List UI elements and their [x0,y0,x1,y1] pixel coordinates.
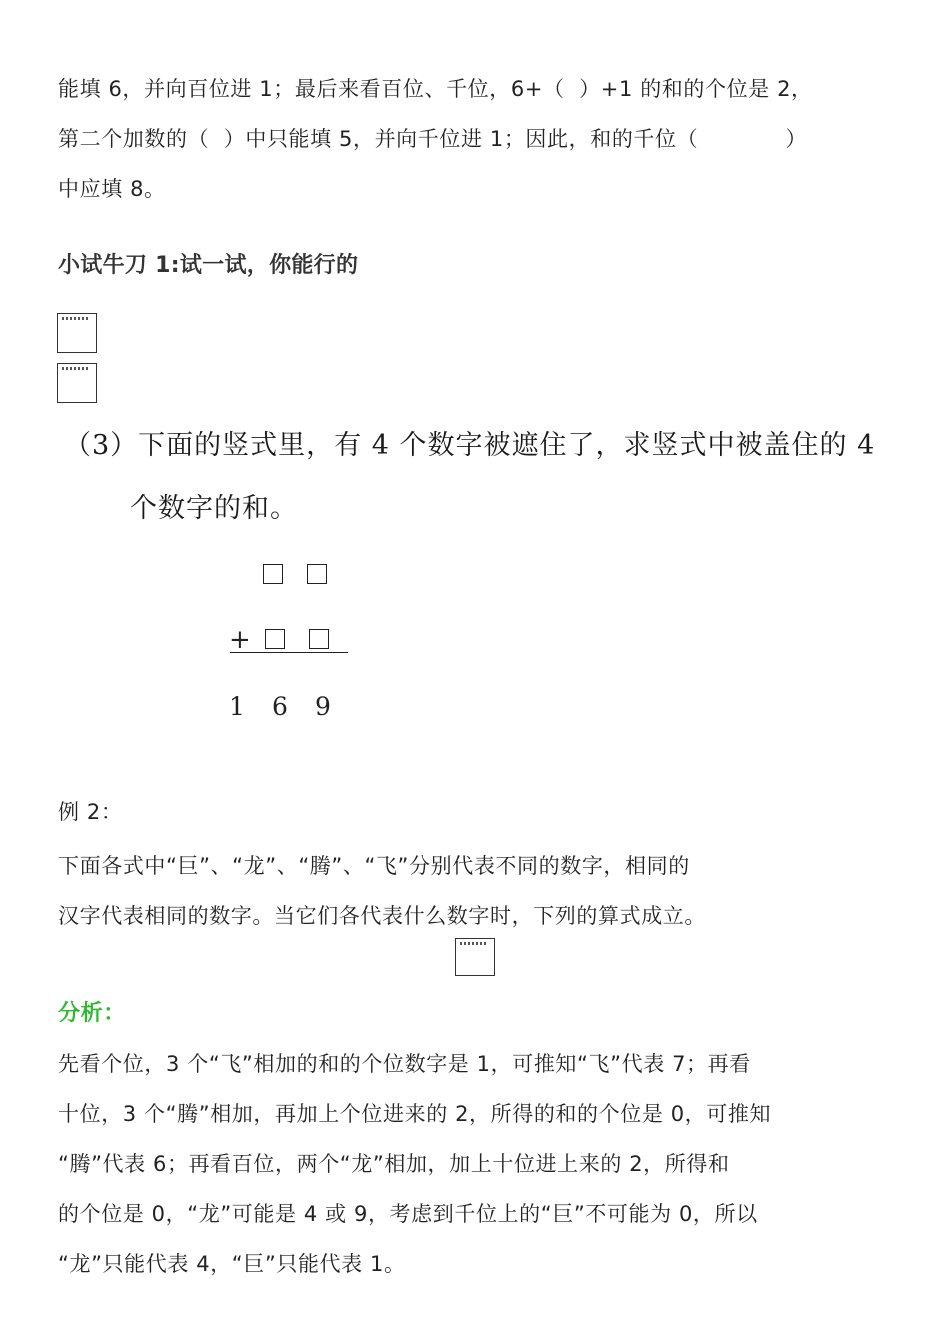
intro-line-1: 能填 6，并向百位进 1；最后来看百位、千位，6+（ ）+1 的和的个位是 2， [58,77,813,101]
hidden-digit-box [307,564,327,584]
example-2-title: 例 2： [58,800,123,824]
analysis-title: 分析： [58,1001,126,1026]
intro-line-3: 中应填 8。 [58,177,166,201]
problem-3-line-2: 个数字的和。 [130,493,298,524]
hidden-digit-box [309,629,329,649]
analysis-line-3: “腾”代表 6；再看百位，两个“龙”相加，加上十位进上来的 2，所得和 [58,1152,730,1176]
hidden-digit-box [265,629,285,649]
plus-sign: + [229,625,251,655]
hidden-digit-box [263,564,283,584]
result-digit: 6 [272,692,288,721]
practice-title: 小试牛刀 1:试一试，你能行的 [58,253,359,278]
problem-3-line-1: （3）下面的竖式里，有 4 个数字被遮住了，求竖式中被盖住的 4 [64,430,876,461]
example-2-line-2: 汉字代表相同的数字。当它们各代表什么数字时，下列的算式成立。 [58,904,706,928]
analysis-line-5: “龙”只能代表 4，“巨”只能代表 1。 [58,1252,406,1276]
example-2-line-1: 下面各式中“巨”、“龙”、“腾”、“飞”分别代表不同的数字，相同的 [58,854,690,878]
embedded-image-thumbnail [57,363,97,403]
result-digit: 9 [315,692,331,721]
result-digit: 1 [229,692,245,721]
analysis-line-1: 先看个位，3 个“飞”相加的和的个位数字是 1，可推知“飞”代表 7；再看 [58,1052,751,1076]
sum-line [230,652,348,653]
equation-image-thumbnail [455,938,495,976]
analysis-line-2: 十位，3 个“腾”相加，再加上个位进来的 2，所得的和的个位是 0，可推知 [58,1102,772,1126]
embedded-image-thumbnail [57,313,97,353]
intro-line-2: 第二个加数的（ ）中只能填 5，并向千位进 1；因此，和的千位（ ） [58,127,808,151]
analysis-line-4: 的个位是 0，“龙”可能是 4 或 9，考虑到千位上的“巨”不可能为 0，所以 [58,1202,758,1226]
